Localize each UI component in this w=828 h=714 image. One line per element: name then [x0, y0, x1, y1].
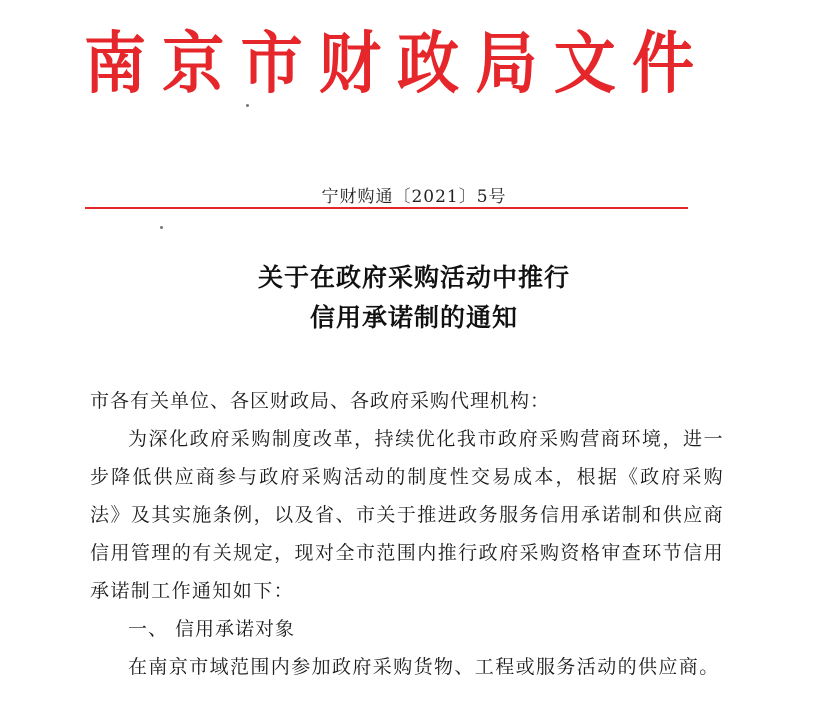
- body-paragraph: 为深化政府采购制度改革，持续优化我市政府采购营商环境，进一步降低供应商参与政府采购活动的制度性交易成本，根据《政府采购法》及其实施条例，以及省、市关于推进政务服务信用承诺制和供应商信用管理的有关规定，现对全市范围内推行政府采购资格审查环节信用承诺制工作通知如下：: [90, 428, 724, 602]
- issuer-header: [84, 19, 694, 110]
- issuer-char: 市: [240, 24, 303, 103]
- issuer-char: 局: [475, 24, 538, 103]
- scan-speck: [246, 104, 249, 107]
- issuer-char: 政: [397, 24, 460, 103]
- section-paragraph: 在南京市域范围内参加政府采购货物、工程或服务活动的供应商。: [128, 656, 720, 678]
- red-separator-line: [85, 207, 688, 209]
- scan-speck: [160, 226, 163, 229]
- section-heading: 一、 信用承诺对象: [128, 618, 296, 640]
- issuer-char: 件: [631, 24, 694, 103]
- issuer-char: 财: [318, 24, 381, 103]
- subject-line-1: 关于在政府采购活动中推行: [257, 263, 570, 292]
- issuer-char: 南: [84, 24, 147, 103]
- subject-line-2: 信用承诺制的通知: [309, 303, 518, 332]
- document-subject: [0, 258, 828, 338]
- issuer-char: 京: [162, 24, 225, 103]
- issuer-char: 文: [553, 24, 616, 103]
- document-number: 宁财购通〔2021〕5号: [321, 187, 507, 207]
- salutation: 市各有关单位、各区财政局、各政府采购代理机构：: [90, 390, 551, 412]
- document-body: [90, 382, 724, 686]
